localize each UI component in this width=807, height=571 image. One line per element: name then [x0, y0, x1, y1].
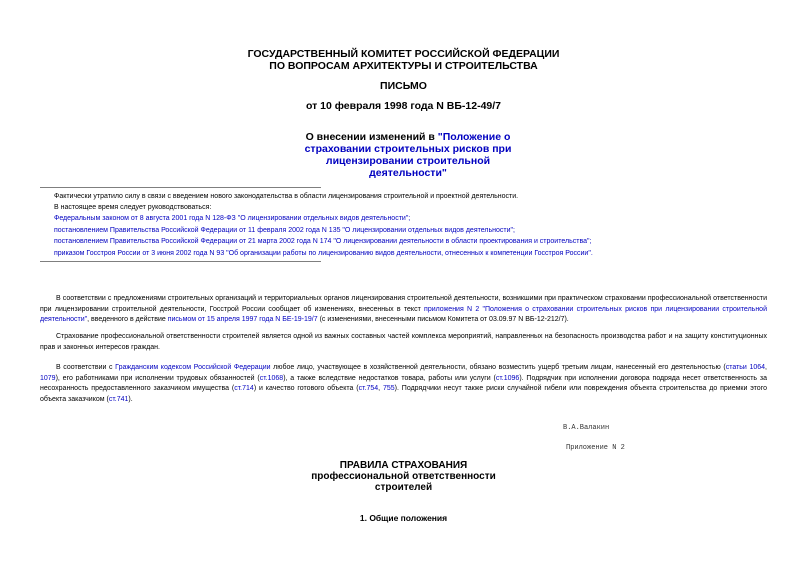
- header-line1: ГОСУДАРСТВЕННЫЙ КОМИТЕТ РОССИЙСКОЙ ФЕДЕРАЦИИ: [247, 48, 560, 60]
- note-ref-2[interactable]: постановлением Правительства Российской Федерации от 11 февраля 2002 года N 135 "О лицензировании отдельных видов деятельности";: [54, 226, 515, 234]
- article-1079-link[interactable]: 1079: [40, 374, 56, 382]
- subject-prefix: О внесении изменений в: [305, 131, 438, 143]
- note-line2: В настоящее время следует руководствоваться:: [54, 204, 212, 211]
- article-741-link[interactable]: ст.741: [108, 395, 129, 403]
- p3-text-8: ,: [378, 385, 383, 393]
- p3-text-3: ,: [765, 364, 767, 371]
- paragraph-1: [40, 294, 767, 326]
- subject-link[interactable]: "Положение о страховании строительных рисков при лицензировании строительной деятельности": [304, 131, 512, 179]
- subject-title: [293, 131, 523, 179]
- header-line2: ПО ВОПРОСАМ АРХИТЕКТУРЫ И СТРОИТЕЛЬСТВА: [269, 60, 538, 72]
- note-bottom-rule: [40, 261, 321, 262]
- article-1068-link[interactable]: ст.1068: [259, 374, 284, 382]
- note-top-rule: [40, 187, 321, 188]
- section-heading: 1. Общие положения: [359, 513, 448, 523]
- signature: В.А.Валакин: [563, 424, 610, 432]
- p3-text-10: ).: [128, 395, 133, 403]
- note-line1: Фактически утратило силу в связи с введением нового законодательства в области лицензирования строительной и проектной деятельности.: [54, 193, 519, 200]
- p3-text-9: ). Подрядчики несут также риски случайной гибели или повреждения объекта строительства до приемки этого объекта заказчиком (: [40, 385, 767, 403]
- p3-text-7: ) и качество готового объекта (: [253, 385, 359, 393]
- note-ref-4[interactable]: приказом Госстроя России от 3 июня 2002 года N 93 "Об организации работы по лицензированию видов деятельности, отнесенных к компетенции Госстроя России".: [54, 249, 593, 257]
- p3-text-1: В соответствии с: [56, 364, 116, 371]
- doc-date: от 10 февраля 1998 года N ВБ-12-49/7: [305, 100, 502, 112]
- paragraph-3: [40, 363, 767, 405]
- p3-text-5: ), а также вследствие недостатков товара, работы или услуги (: [283, 374, 496, 382]
- note-ref-1[interactable]: Федеральным законом от 8 августа 2001 года N 128-ФЗ "О лицензировании отдельных видов деятельности";: [54, 215, 411, 222]
- paragraph-2: Страхование профессиональной ответственности строителей является одной из важных составных частей комплекса мероприятий, направленных на безопасность производства работ и на защиту конституционных прав и законных интересов граждан.: [40, 333, 767, 351]
- article-1096-link[interactable]: ст.1096: [495, 374, 520, 382]
- p1-text-3: (с изменениями, внесенными письмом Комитета от 03.09.97 N ВБ-12-212/7).: [317, 316, 569, 324]
- rules-title-line3: строителей: [374, 482, 433, 493]
- appendix-label: Приложение N 2: [566, 444, 625, 452]
- p3-text-6: ). Подрядчик при исполнении договора подряда несет ответственность за несохранность предоставленного заказчиком имущества (: [40, 374, 768, 393]
- article-754-link[interactable]: ст.754: [358, 385, 379, 393]
- p3-text-2: любое лицо, участвующее в хозяйственной деятельности, обязано возместить ущерб третьим лицам, нанесенный его деятельностью (: [270, 364, 726, 371]
- civil-code-link[interactable]: Гражданским кодексом Российской Федерации: [115, 364, 271, 371]
- article-755-link[interactable]: 755: [382, 385, 395, 393]
- note-ref-3[interactable]: постановлением Правительства Российской Федерации от 21 марта 2002 года N 174 "О лицензировании деятельности в области проектирования и строительства";: [54, 238, 592, 245]
- rules-title-line1: ПРАВИЛА СТРАХОВАНИЯ: [339, 460, 468, 471]
- letter-1997-link[interactable]: письмом от 15 апреля 1997 года N БЕ-19-19/7: [167, 316, 318, 324]
- p3-text-4: ), его работниками при исполнении трудовых обязанностей (: [55, 374, 260, 382]
- appendix-2-link[interactable]: приложения N 2 "Положения о страховании строительных рисков при лицензировании строительной деятельности": [40, 305, 767, 324]
- article-714-link[interactable]: ст.714: [234, 385, 254, 393]
- doc-type: ПИСЬМО: [380, 80, 427, 92]
- p1-text-2: , введенного в действие: [87, 316, 168, 324]
- article-1064-link[interactable]: статьи 1064: [725, 364, 766, 371]
- p1-text-1: В соответствии с предложениями строительных организаций и территориальных органов лицензирования строительной деятельности, возникшими при практическом страховании профессиональной ответственности при лицензировании строительной деятельности, Госстрой России сообщает об изменениях, внесенных в текст: [40, 295, 767, 313]
- rules-title-line2: профессиональной ответственности: [311, 471, 496, 482]
